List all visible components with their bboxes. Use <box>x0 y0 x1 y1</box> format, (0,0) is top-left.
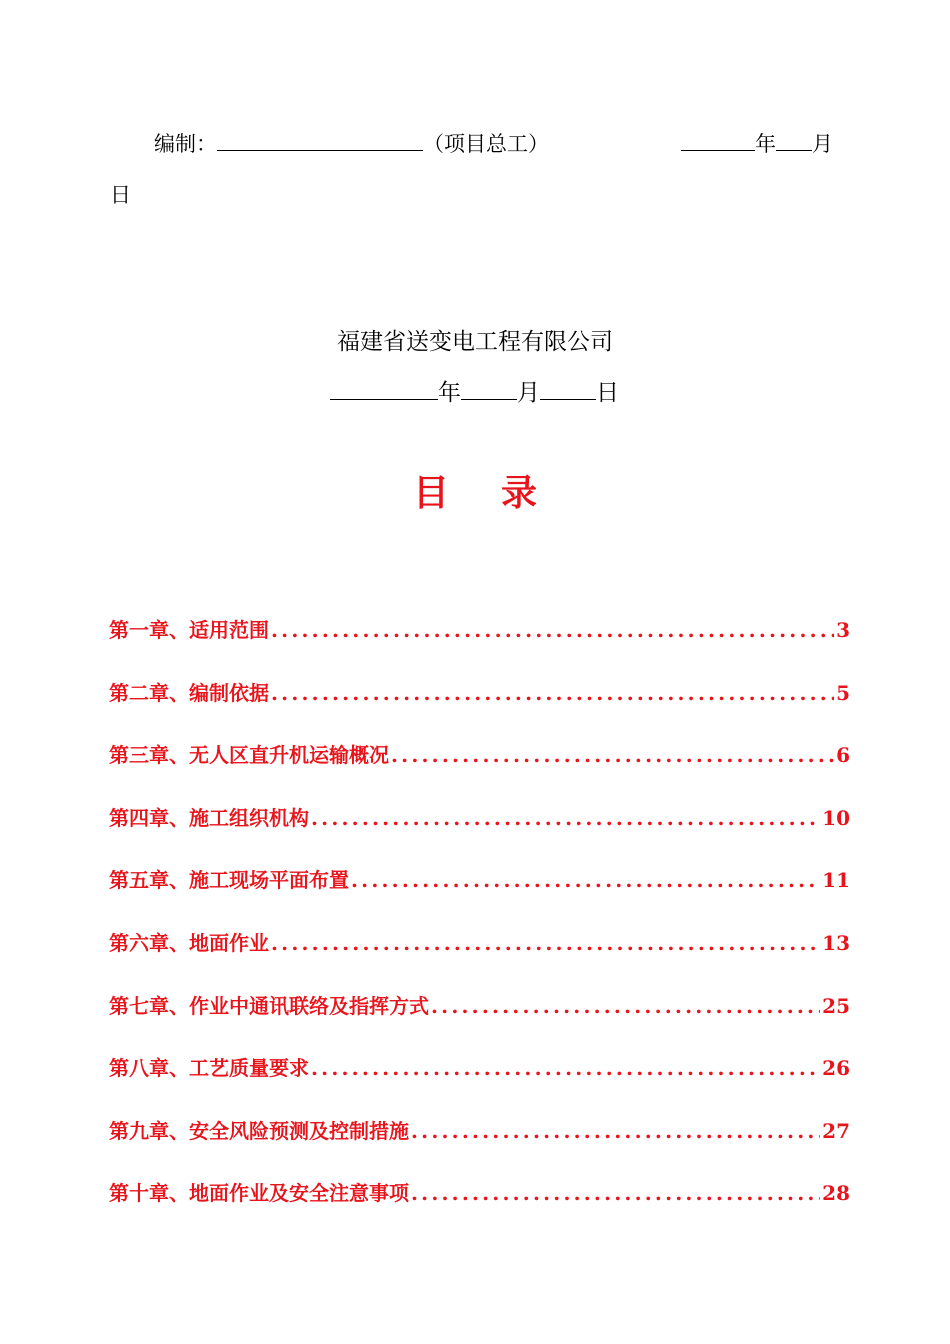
toc-item-7[interactable] <box>109 988 850 1051</box>
toc-leader-dots <box>351 862 820 898</box>
toc-item-page: 27 <box>822 1118 850 1143</box>
company-name: 福建省送变电工程有限公司 <box>337 329 613 355</box>
toc-item-page: 5 <box>836 680 850 705</box>
toc-leader-dots <box>411 1175 820 1211</box>
toc-item-page: 6 <box>836 743 850 768</box>
toc-item-9[interactable] <box>109 1113 850 1176</box>
toc-item-3[interactable] <box>109 737 850 800</box>
toc-title: 目录 <box>412 472 589 514</box>
toc-item-page: 25 <box>822 993 850 1018</box>
toc-item-label: 第一章、适用范围 <box>109 618 269 642</box>
table-of-contents <box>109 612 850 1238</box>
toc-item-label: 第三章、无人区直升机运输概况 <box>109 743 389 768</box>
signature-month-label: 月 <box>812 132 833 156</box>
toc-leader-dots <box>431 988 820 1024</box>
signature-year-blank <box>681 128 755 151</box>
toc-item-page: 28 <box>822 1181 850 1206</box>
toc-item-label: 第十章、地面作业及安全注意事项 <box>109 1181 409 1206</box>
toc-item-page: 3 <box>836 618 850 642</box>
toc-item-5[interactable] <box>109 862 850 925</box>
toc-item-page: 10 <box>822 805 850 830</box>
toc-item-label: 第八章、工艺质量要求 <box>109 1056 309 1081</box>
toc-leader-dots <box>271 675 834 711</box>
company-year-blank <box>330 377 438 400</box>
toc-item-label: 第二章、编制依据 <box>109 680 269 705</box>
toc-leader-dots <box>271 925 820 961</box>
toc-item-page: 13 <box>822 930 850 955</box>
signature-label: 编制： <box>154 132 217 156</box>
signature-month-blank <box>776 128 812 151</box>
company-day-label: 日 <box>596 380 619 406</box>
toc-item-label: 第五章、施工现场平面布置 <box>109 868 349 893</box>
toc-item-2[interactable] <box>109 675 850 738</box>
signature-day-label: 日 <box>110 183 131 207</box>
company-day-blank <box>540 377 596 400</box>
company-month-label: 月 <box>517 380 540 406</box>
toc-item-8[interactable] <box>109 1050 850 1113</box>
toc-item-page: 11 <box>822 868 850 893</box>
signature-blank <box>217 128 423 151</box>
toc-leader-dots <box>391 737 834 773</box>
toc-item-label: 第九章、安全风险预测及控制措施 <box>109 1118 409 1143</box>
signature-year-label: 年 <box>755 132 776 156</box>
company-month-blank <box>461 377 517 400</box>
signature-line <box>154 128 854 159</box>
toc-item-page: 26 <box>822 1056 850 1081</box>
toc-item-label: 第四章、施工组织机构 <box>109 805 309 830</box>
signature-role: （项目总工） <box>423 132 549 156</box>
toc-leader-dots <box>311 800 820 836</box>
toc-item-4[interactable] <box>109 800 850 863</box>
toc-item-1[interactable] <box>109 612 850 675</box>
company-date-line <box>330 377 619 409</box>
toc-item-10[interactable] <box>109 1175 850 1238</box>
toc-leader-dots <box>271 612 834 648</box>
company-year-label: 年 <box>438 380 461 406</box>
toc-leader-dots <box>311 1050 820 1086</box>
toc-leader-dots <box>411 1113 820 1149</box>
toc-item-label: 第六章、地面作业 <box>109 930 269 955</box>
toc-item-6[interactable] <box>109 925 850 988</box>
toc-item-label: 第七章、作业中通讯联络及指挥方式 <box>109 993 429 1018</box>
